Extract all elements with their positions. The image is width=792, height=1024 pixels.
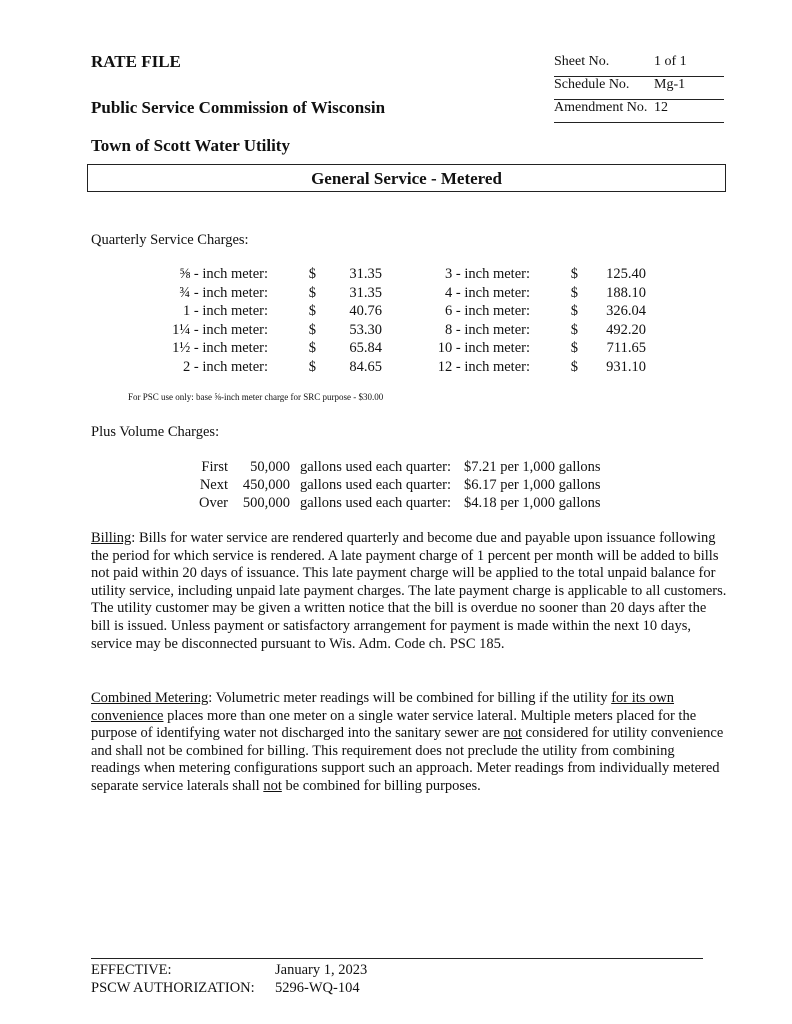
meter-size-label: ¾ - inch meter:	[179, 284, 268, 301]
volume-tier: First	[201, 459, 228, 475]
combined-metering-paragraph	[91, 690, 727, 796]
currency-symbol: $	[570, 358, 578, 375]
sheet-number-label: Sheet No.	[554, 54, 610, 69]
currency-symbol: $	[570, 340, 578, 356]
volume-rate: $7.21 per 1,000 gallons	[464, 459, 601, 475]
meter-charge-amount: 711.65	[606, 340, 646, 356]
volume-tier: Over	[199, 495, 228, 511]
meter-size-label: 1 - inch meter:	[183, 303, 268, 319]
meter-charge-row	[160, 265, 646, 284]
sheet-number-row	[554, 54, 724, 77]
column-gap	[382, 321, 408, 340]
volume-charge-row	[192, 494, 601, 512]
authorization-label: PSCW AUTHORIZATION:	[91, 980, 255, 996]
combined-metering-heading: Combined Metering	[91, 690, 209, 706]
meter-size-label: 2 - inch meter:	[183, 358, 268, 375]
volume-rate: $6.17 per 1,000 gallons	[464, 477, 601, 493]
meter-size-label: 12 - inch meter:	[437, 358, 530, 375]
service-title: General Service - Metered	[87, 164, 726, 192]
volume-charges-table	[192, 458, 601, 512]
currency-symbol: $	[308, 303, 316, 319]
currency-symbol: $	[570, 303, 578, 319]
column-gap	[382, 284, 408, 303]
utility-name: Town of Scott Water Utility	[91, 136, 290, 155]
combined-underline-2: not	[503, 725, 522, 742]
combined-underline-3: not	[263, 777, 282, 794]
billing-heading: Billing	[91, 530, 132, 546]
meter-size-label: 8 - inch meter:	[445, 321, 530, 338]
combined-text-1: : Volumetric meter readings will be combined for billing if the utility	[208, 690, 612, 706]
effective-row	[91, 961, 367, 979]
authorization-row	[91, 979, 367, 997]
effective-label: EFFECTIVE:	[91, 962, 172, 978]
meter-charge-row	[160, 284, 646, 303]
schedule-number-value: Mg-1	[654, 77, 686, 92]
psc-use-note: For PSC use only: base ⅝-inch meter charge for SRC purpose - $30.00	[128, 392, 384, 402]
billing-text: : Bills for water service are rendered quarterly and become due and payable upon issuance following the period for which service is rendered. A late payment charge of 1 percent per month will be added to bills not paid within 20 days of issuance. This late payment charge will be applied to the total unpaid balance for utility service, including unpaid late payment charges. The late payment charge is applicable to all customers. The utility customer may be given a written notice that the bill is overdue no sooner than 20 days after the bill is issued. Unless payment or satisfactory arrangement for payment is made within the next 10 days, service may be disconnected pursuant to Wis. Adm. Code ch. PSC 185.	[91, 530, 727, 652]
meter-size-label: 4 - inch meter:	[445, 284, 530, 301]
effective-value: January 1, 2023	[275, 962, 368, 978]
meter-charge-amount: 188.10	[606, 284, 646, 301]
commission-name: Public Service Commission of Wisconsin	[91, 98, 386, 117]
sheet-info-block	[554, 54, 724, 123]
meter-size-label: 10 - inch meter:	[437, 340, 530, 356]
meter-charge-row	[160, 358, 646, 377]
meter-charge-amount: 31.35	[349, 284, 382, 301]
meter-size-label: 3 - inch meter:	[445, 266, 530, 282]
volume-rate: $4.18 per 1,000 gallons	[464, 495, 601, 511]
meter-charge-amount: 84.65	[349, 358, 382, 375]
meter-charge-amount: 125.40	[606, 266, 646, 282]
meter-charge-amount: 31.35	[349, 266, 382, 282]
footer	[91, 961, 367, 997]
meter-size-label: 1½ - inch meter:	[172, 340, 268, 356]
volume-description: gallons used each quarter:	[300, 495, 451, 511]
currency-symbol: $	[570, 266, 578, 282]
amendment-number-label: Amendment No.	[554, 100, 648, 115]
volume-gallons: 450,000	[242, 477, 290, 493]
currency-symbol: $	[308, 266, 316, 282]
schedule-number-row	[554, 77, 724, 100]
amendment-number-row	[554, 100, 724, 123]
volume-gallons: 500,000	[242, 495, 290, 511]
meter-size-label: 6 - inch meter:	[445, 303, 530, 319]
volume-charges-label: Plus Volume Charges:	[91, 424, 220, 440]
billing-paragraph	[91, 530, 727, 653]
currency-symbol: $	[308, 321, 316, 338]
volume-gallons: 50,000	[250, 459, 290, 475]
meter-charge-amount: 326.04	[606, 303, 646, 319]
meter-charge-amount: 65.84	[349, 340, 382, 356]
meter-size-label: ⅝ - inch meter:	[179, 266, 268, 282]
meter-charge-row	[160, 339, 646, 358]
meter-charge-row	[160, 302, 646, 321]
footer-divider	[91, 958, 703, 959]
column-gap	[382, 358, 408, 377]
column-gap	[382, 339, 408, 358]
combined-text-2: places more than one meter on a single water service lateral. Multiple meters placed for the purpose of identifying water not discharged into the sanitary sewer are	[91, 707, 697, 742]
combined-text-3: considered for utility convenience and shall not be combined for billing. This requirement does not preclude the utility from combining readings when metering configurations support such an approach. Meter readings from individually metered separate service laterals shall	[91, 725, 724, 794]
combined-underline-1: for its own convenience	[91, 690, 675, 724]
amendment-number-value: 12	[654, 100, 668, 115]
meter-charge-amount: 931.10	[606, 358, 646, 375]
currency-symbol: $	[570, 321, 578, 338]
meter-charge-amount: 40.76	[349, 303, 382, 319]
currency-symbol: $	[308, 358, 316, 375]
volume-tier: Next	[199, 477, 228, 493]
meter-charges-table	[160, 265, 646, 376]
currency-symbol: $	[570, 284, 578, 301]
currency-symbol: $	[308, 340, 316, 356]
quarterly-charges-label: Quarterly Service Charges:	[91, 232, 249, 248]
column-gap	[382, 265, 408, 284]
volume-charge-row	[192, 476, 601, 494]
column-gap	[382, 302, 408, 321]
volume-description: gallons used each quarter:	[300, 459, 451, 475]
rate-file-heading: RATE FILE	[91, 52, 181, 71]
combined-text-4: be combined for billing purposes.	[281, 777, 481, 794]
schedule-number-label: Schedule No.	[554, 77, 630, 92]
meter-charge-amount: 492.20	[606, 321, 646, 338]
meter-charge-row	[160, 321, 646, 340]
sheet-number-value: 1 of 1	[654, 54, 687, 69]
currency-symbol: $	[308, 284, 316, 301]
volume-description: gallons used each quarter:	[300, 477, 451, 493]
volume-charge-row	[192, 458, 601, 476]
authorization-value: 5296-WQ-104	[275, 980, 360, 996]
meter-charge-amount: 53.30	[349, 321, 382, 338]
meter-size-label: 1¼ - inch meter:	[172, 321, 268, 338]
